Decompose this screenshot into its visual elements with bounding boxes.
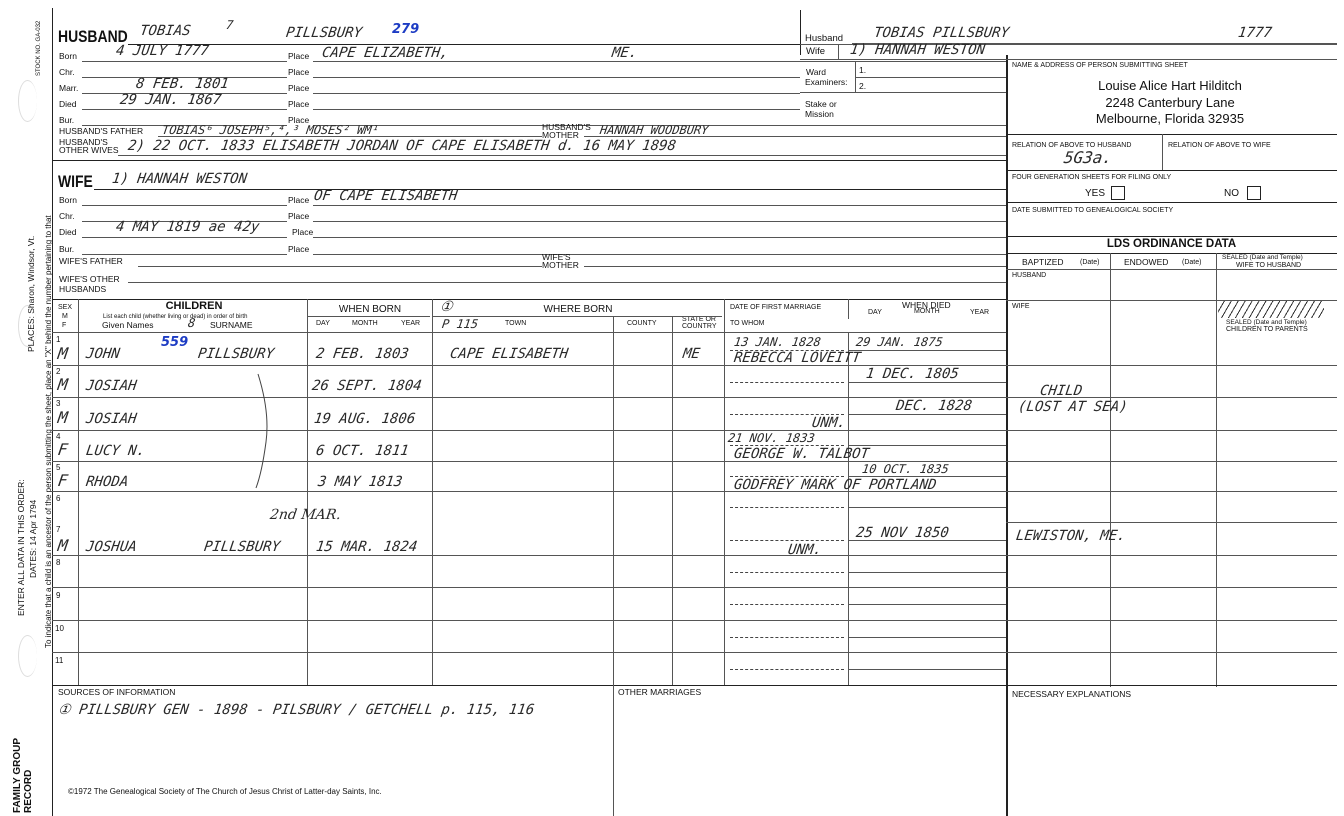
sex-m-label: M	[62, 313, 68, 320]
ward-label: Ward	[806, 67, 826, 77]
husband-marr-date: 8 FEB. 1801	[134, 76, 230, 92]
child-died: 29 JAN. 1875	[855, 335, 944, 349]
husband-born-date: 4 JULY 1777	[114, 43, 210, 59]
husband-father: TOBIAS⁶ JOSEPH⁵,⁴,³ MOSES² WM¹	[161, 123, 380, 137]
sealed-children-label-2: CHILDREN TO PARENTS	[1226, 326, 1308, 333]
child-marr-note: UNM.	[810, 415, 847, 431]
yes-label: YES	[1085, 188, 1106, 199]
sealed-wife-label: SEALED (Date and Temple)	[1222, 254, 1303, 261]
enter-data-note: ENTER ALL DATA IN THIS ORDER:	[16, 479, 26, 616]
child-died: 1 DEC. 1805	[864, 366, 960, 382]
child-born: 3 MAY 1813	[316, 474, 404, 490]
lds-note-lewiston: LEWISTON, ME.	[1014, 528, 1127, 544]
punch-hole	[18, 80, 37, 122]
county-label: COUNTY	[627, 320, 657, 327]
row-number: 4	[56, 432, 61, 441]
child-state: ME	[681, 346, 702, 362]
husband-other-wives-label: HUSBAND'S	[59, 137, 108, 147]
sex-f-label: F	[62, 322, 67, 329]
lds-title: LDS ORDINANCE DATA	[1106, 238, 1237, 250]
surname-label: SURNAME	[210, 320, 253, 330]
child-spouse: GODFREY MARK OF PORTLAND	[732, 477, 938, 493]
husband-surname: PILLSBURY	[284, 25, 364, 41]
lds-note-lost-at-sea: (LOST AT SEA)	[1016, 399, 1129, 415]
child-given-name: JOSIAH	[84, 378, 138, 394]
born-label: Born	[59, 195, 77, 205]
town-note: P 115	[441, 317, 480, 331]
husband-name: TOBIAS	[138, 23, 192, 39]
year-label: YEAR	[401, 320, 421, 327]
wife-other-husbands-label-2: HUSBANDS	[59, 284, 107, 294]
right-wife-label: Wife	[806, 46, 825, 57]
where-born-label: WHERE BORN	[543, 304, 613, 315]
row-number: 11	[55, 656, 64, 665]
second-marriage-note: 2nd MAR.	[268, 507, 342, 523]
child-town: CAPE ELISABETH	[448, 346, 570, 362]
child-sex: M	[56, 344, 69, 363]
child-died: DEC. 1828	[894, 398, 974, 414]
husband-died-date: 29 JAN. 1867	[118, 92, 223, 108]
husband-father-label: HUSBAND'S FATHER	[59, 126, 144, 136]
bracket-mark	[250, 372, 280, 492]
wife-mother-label-2: MOTHER	[542, 260, 579, 270]
died-year-label: YEAR	[970, 309, 990, 316]
baptized-label: BAPTIZED	[1022, 257, 1064, 267]
husband-heading: HUSBAND	[58, 27, 128, 46]
born-label: Born	[59, 51, 77, 61]
died-label: Died	[59, 227, 77, 237]
husband-born-place: CAPE ELIZABETH,	[320, 45, 450, 61]
child-spouse: REBECCA LOVEITT	[732, 350, 862, 366]
child-given-name: RHODA	[84, 474, 130, 490]
marr-label: Marr.	[59, 83, 79, 93]
husband-generation: 7	[225, 18, 235, 32]
row-number: 5	[56, 463, 61, 472]
examiner-2: 2.	[859, 81, 867, 91]
child-spouse: GEORGE W. TALBOT	[732, 446, 871, 462]
day-label: DAY	[316, 320, 330, 327]
places-note: PLACES: Sharon, Windsor, Vt.	[26, 235, 36, 352]
child-died: 10 OCT. 1835	[861, 462, 950, 476]
child-born: 2 FEB. 1803	[314, 346, 410, 362]
when-died-label: WHEN DIED	[902, 300, 951, 310]
died-day-label: DAY	[868, 309, 882, 316]
given-names-label: Given Names	[102, 320, 154, 330]
form-name: FAMILY GROUP RECORD	[12, 738, 34, 813]
wife-other-husbands-label: WIFE'S OTHER	[59, 274, 120, 284]
state-label-2: COUNTRY	[682, 323, 717, 330]
place-label: Place	[288, 67, 310, 77]
dates-note: DATES: 14 Apr 1794	[28, 499, 38, 578]
wife-born-place: OF CAPE ELISABETH	[312, 188, 459, 204]
husband-other-wives: 2) 22 OCT. 1833 ELISABETH JORDAN OF CAPE ELISABETH d. 16 MAY 1898	[126, 138, 678, 154]
submitter-city: Melbourne, Florida 32935	[1095, 111, 1245, 126]
stake-label: Stake or	[805, 99, 837, 109]
count-mark: 8	[187, 316, 197, 330]
died-month-label: MONTH	[914, 308, 940, 315]
stock-number: STOCK NO. GA-032	[36, 20, 42, 76]
baptized-date-label: (Date)	[1080, 259, 1100, 266]
right-husband-label: Husband	[805, 33, 844, 44]
row-number: 8	[56, 558, 61, 567]
source-mark: ①	[438, 299, 454, 315]
child-born: 26 SEPT. 1804	[310, 378, 423, 394]
hatched-block	[1218, 301, 1324, 318]
child-given-name: LUCY N.	[84, 443, 147, 459]
husband-born-state: ME.	[610, 45, 639, 61]
wife-died-date: 4 MAY 1819 ae 42y	[114, 219, 261, 235]
town-label: TOWN	[505, 320, 527, 327]
sealed-children-label: SEALED (Date and Temple)	[1226, 319, 1307, 326]
row-number: 2	[56, 367, 61, 376]
right-husband-value: TOBIAS PILLSBURY	[872, 25, 1011, 41]
child-given-name: JOSIAH	[84, 411, 138, 427]
copyright: ©1972 The Genealogical Society of The Church of Jesus Christ of Latter-day Saints, Inc.	[68, 787, 382, 796]
child-surname: PILLSBURY	[196, 346, 276, 362]
chr-label: Chr.	[59, 211, 75, 221]
child-died: 25 NOV 1850	[854, 525, 950, 541]
place-label: Place	[288, 244, 310, 254]
place-label: Place	[288, 99, 310, 109]
month-label: MONTH	[352, 320, 378, 327]
row-number: 3	[56, 399, 61, 408]
child-sex: M	[56, 375, 69, 394]
sources-text: ① PILLSBURY GEN - 1898 - PILSBURY / GETCHELL p. 115, 116	[56, 702, 536, 718]
child-sex: M	[56, 536, 69, 555]
examiner-1: 1.	[859, 65, 867, 75]
place-label: Place	[288, 51, 310, 61]
no-checkbox[interactable]	[1247, 186, 1261, 200]
husband-mother-label-2: MOTHER	[542, 130, 579, 140]
place-label: Place	[288, 83, 310, 93]
row-number: 6	[56, 494, 61, 503]
lds-wife-row: WIFE	[1012, 303, 1030, 310]
lds-note-child: CHILD	[1038, 383, 1084, 399]
no-label: NO	[1224, 188, 1239, 199]
chr-label: Chr.	[59, 67, 75, 77]
when-born-label: WHEN BORN	[338, 304, 402, 315]
place-label: Place	[292, 227, 314, 237]
endowed-date-label: (Date)	[1182, 259, 1202, 266]
died-label: Died	[59, 99, 77, 109]
punch-hole	[18, 635, 37, 677]
submitter-label: NAME & ADDRESS OF PERSON SUBMITTING SHEET	[1012, 62, 1188, 69]
relation-husband-value: 5G3a.	[1062, 148, 1114, 167]
necessary-explanations-label: NECESSARY EXPLANATIONS	[1012, 689, 1132, 699]
sources-label: SOURCES OF INFORMATION	[58, 687, 176, 697]
child-sex: F	[56, 440, 69, 459]
right-wife-value: 1) HANNAH WESTON	[848, 42, 987, 58]
stake-label-2: Mission	[805, 109, 834, 119]
place-label: Place	[288, 211, 310, 221]
state-label: STATE OR	[682, 316, 716, 323]
children-label: CHILDREN	[165, 300, 223, 312]
first-marriage-label: DATE OF FIRST MARRIAGE	[730, 304, 822, 311]
lds-husband-row: HUSBAND	[1012, 272, 1047, 279]
submitter-name: Louise Alice Hart Hilditch	[1098, 78, 1242, 93]
child-sex: F	[56, 471, 69, 490]
endowed-label: ENDOWED	[1124, 257, 1169, 267]
wife-heading: WIFE	[58, 172, 93, 191]
child-surname: PILLSBURY	[202, 539, 282, 555]
date-submitted-label: DATE SUBMITTED TO GENEALOGICAL SOCIETY	[1012, 207, 1174, 214]
husband-other-wives-label-2: OTHER WIVES	[59, 145, 119, 155]
wife-mother-label: WIFE'S	[542, 252, 571, 262]
child-sex: M	[56, 408, 69, 427]
wife-name: 1) HANNAH WESTON	[110, 171, 249, 187]
child-marr-date: 21 NOV. 1833	[727, 431, 816, 445]
bur-label: Bur.	[59, 244, 75, 254]
row-number: 1	[56, 335, 61, 344]
husband-ref-number: 279	[392, 22, 420, 37]
place-label: Place	[288, 115, 310, 125]
list-note: List each child (whether living or dead) in order of birth	[103, 314, 248, 320]
husband-mother: HANNAH WOODBURY	[599, 123, 710, 137]
sealed-wife-label-2: WIFE TO HUSBAND	[1236, 262, 1302, 269]
row-number: 7	[56, 525, 61, 534]
child-given-name: JOSHUA	[84, 539, 138, 555]
other-marriages-label: OTHER MARRIAGES	[618, 687, 702, 697]
indicate-note: To indicate that a child is an ancestor of the person submitting the sheet, place an "X" behind the number pertaining to that	[44, 215, 53, 648]
child-marr-note: UNM.	[786, 542, 823, 558]
child-born: 15 MAR. 1824	[314, 539, 419, 555]
child-given-name: JOHN	[84, 346, 121, 362]
bur-label: Bur.	[59, 115, 75, 125]
child-born: 19 AUG. 1806	[312, 411, 417, 427]
right-husband-year: 1777	[1236, 25, 1273, 41]
child-ref-number: 559	[161, 335, 189, 350]
submitter-street: 2248 Canterbury Lane	[1105, 95, 1235, 110]
four-gen-label: FOUR GENERATION SHEETS FOR FILING ONLY	[1012, 174, 1172, 181]
relation-husband-label: RELATION OF ABOVE TO HUSBAND	[1012, 142, 1132, 149]
wife-father-label: WIFE'S FATHER	[59, 256, 123, 266]
relation-wife-label: RELATION OF ABOVE TO WIFE	[1168, 142, 1271, 149]
examiners-label: Examiners:	[805, 77, 848, 87]
place-label: Place	[288, 195, 310, 205]
row-number: 9	[56, 591, 61, 600]
husband-mother-label: HUSBAND'S	[542, 122, 591, 132]
row-number: 10	[55, 624, 64, 633]
to-whom-label: TO WHOM	[730, 320, 765, 327]
child-born: 6 OCT. 1811	[314, 443, 410, 459]
sex-label: SEX	[58, 304, 73, 311]
child-marr-date: 13 JAN. 1828	[733, 335, 822, 349]
yes-checkbox[interactable]	[1111, 186, 1125, 200]
